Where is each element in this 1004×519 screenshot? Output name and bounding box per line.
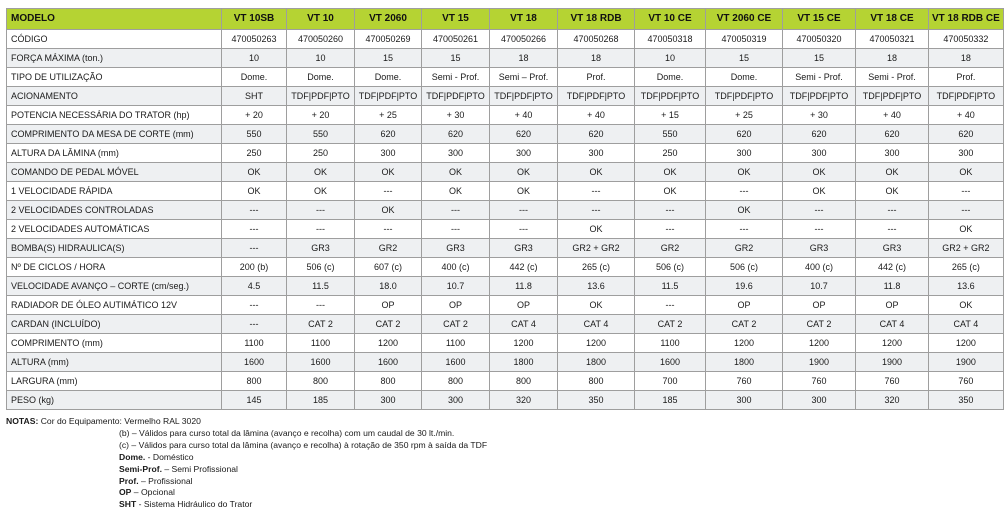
table-cell: OP — [783, 296, 856, 315]
table-cell: OK — [558, 296, 635, 315]
table-row — [7, 315, 1004, 334]
table-cell: Dome. — [287, 68, 355, 87]
table-cell: + 20 — [222, 106, 287, 125]
table-row — [7, 334, 1004, 353]
table-cell: --- — [287, 296, 355, 315]
legend-desc: – Opcional — [131, 487, 175, 498]
table-cell: 10 — [222, 49, 287, 68]
table-cell: + 30 — [783, 106, 856, 125]
table-cell: CAT 2 — [355, 315, 422, 334]
row-label: LARGURA (mm) — [7, 372, 222, 391]
legend-desc: – Semi Profissional — [161, 463, 238, 474]
table-cell: OK — [355, 163, 422, 182]
table-cell: OK — [783, 182, 856, 201]
table-cell: GR2 + GR2 — [929, 239, 1004, 258]
table-cell: OK — [222, 163, 287, 182]
table-cell: --- — [222, 201, 287, 220]
table-cell: 320 — [856, 391, 929, 410]
table-cell: Semi – Prof. — [490, 68, 558, 87]
table-cell: 400 (c) — [422, 258, 490, 277]
row-label: COMPRIMENTO DA MESA DE CORTE (mm) — [7, 125, 222, 144]
table-cell: + 40 — [490, 106, 558, 125]
legend-desc: - Doméstico — [145, 451, 194, 462]
table-cell: 1200 — [355, 334, 422, 353]
table-cell: 1800 — [490, 353, 558, 372]
table-cell: 470050269 — [355, 30, 422, 49]
table-cell: 300 — [490, 144, 558, 163]
table-cell: 470050332 — [929, 30, 1004, 49]
table-cell: + 30 — [422, 106, 490, 125]
row-label: BOMBA(S) HIDRAULICA(S) — [7, 239, 222, 258]
table-cell: + 40 — [856, 106, 929, 125]
table-cell: 250 — [287, 144, 355, 163]
table-cell: OK — [222, 182, 287, 201]
table-cell: Dome. — [635, 68, 706, 87]
table-cell: 250 — [635, 144, 706, 163]
row-label: PESO (kg) — [7, 391, 222, 410]
table-row — [7, 201, 1004, 220]
header-model: VT 18 CE — [856, 9, 929, 30]
table-cell: --- — [222, 220, 287, 239]
note-c: (c) – Válidos para curso total da lâmina (avanço e recolha) à rotação de 350 rpm à saída da TDF — [119, 439, 488, 450]
table-cell: OK — [490, 163, 558, 182]
table-cell: 1900 — [783, 353, 856, 372]
table-cell: 19.6 — [706, 277, 783, 296]
row-label: POTENCIA NECESSÁRIA DO TRATOR (hp) — [7, 106, 222, 125]
table-cell: 1600 — [222, 353, 287, 372]
table-cell: OK — [929, 220, 1004, 239]
table-cell: 300 — [355, 144, 422, 163]
legend-term: Dome. — [119, 451, 146, 462]
table-cell: CAT 2 — [635, 315, 706, 334]
table-cell: --- — [783, 220, 856, 239]
table-cell: 1900 — [929, 353, 1004, 372]
legend-term: SHT — [119, 499, 137, 510]
table-cell: 1600 — [635, 353, 706, 372]
table-cell: OK — [558, 220, 635, 239]
table-cell: --- — [783, 201, 856, 220]
table-cell: 300 — [783, 391, 856, 410]
table-row — [7, 353, 1004, 372]
table-cell: 400 (c) — [783, 258, 856, 277]
table-cell: 700 — [635, 372, 706, 391]
header-model: VT 15 CE — [783, 9, 856, 30]
row-label: VELOCIDADE AVANÇO – CORTE (cm/seg.) — [7, 277, 222, 296]
table-cell: 800 — [355, 372, 422, 391]
table-cell: TDF|PDF|PTO — [783, 87, 856, 106]
row-label: CARDAN (INCLUÍDO) — [7, 315, 222, 334]
table-cell: OK — [355, 201, 422, 220]
table-cell: 10 — [635, 49, 706, 68]
table-cell: --- — [222, 239, 287, 258]
table-row — [7, 163, 1004, 182]
table-cell: 15 — [783, 49, 856, 68]
header-row — [7, 9, 1004, 30]
table-cell: 1200 — [490, 334, 558, 353]
table-cell: 1600 — [355, 353, 422, 372]
table-cell: 800 — [490, 372, 558, 391]
table-cell: OK — [856, 163, 929, 182]
row-label: ALTURA DA LÂMINA (mm) — [7, 144, 222, 163]
table-cell: --- — [706, 182, 783, 201]
table-cell: TDF|PDF|PTO — [558, 87, 635, 106]
table-cell: Prof. — [558, 68, 635, 87]
table-cell: 800 — [558, 372, 635, 391]
table-cell: 760 — [929, 372, 1004, 391]
table-cell: Dome. — [222, 68, 287, 87]
table-row — [7, 182, 1004, 201]
table-cell: Semi - Prof. — [783, 68, 856, 87]
note-b: (b) – Válidos para curso total da lâmina (avanço e recolha) com um caudal de 30 lt./min. — [119, 427, 455, 438]
table-cell: 265 (c) — [929, 258, 1004, 277]
table-cell: 470050266 — [490, 30, 558, 49]
table-cell: 300 — [422, 144, 490, 163]
table-row — [7, 239, 1004, 258]
legend-item — [6, 499, 487, 511]
table-cell: 760 — [706, 372, 783, 391]
table-cell: 320 — [490, 391, 558, 410]
legend-term: Prof. — [119, 475, 139, 486]
table-cell: OP — [490, 296, 558, 315]
table-cell: 1800 — [706, 353, 783, 372]
table-cell: --- — [490, 220, 558, 239]
table-cell: 300 — [783, 144, 856, 163]
table-cell: GR2 — [635, 239, 706, 258]
notes-color: Cor do Equipamento: Vermelho RAL 3020 — [40, 416, 201, 426]
table-cell: 200 (b) — [222, 258, 287, 277]
table-cell: --- — [558, 201, 635, 220]
table-cell: 1200 — [856, 334, 929, 353]
table-cell: --- — [635, 296, 706, 315]
table-cell: OK — [422, 182, 490, 201]
table-cell: 1100 — [287, 334, 355, 353]
table-cell: 1100 — [222, 334, 287, 353]
table-cell: --- — [558, 182, 635, 201]
table-cell: --- — [355, 220, 422, 239]
table-cell: 470050320 — [783, 30, 856, 49]
table-cell: OK — [929, 296, 1004, 315]
table-cell: 11.5 — [635, 277, 706, 296]
table-cell: OP — [422, 296, 490, 315]
table-row — [7, 49, 1004, 68]
table-cell: Prof. — [929, 68, 1004, 87]
legend-item — [6, 464, 487, 476]
table-cell: + 40 — [558, 106, 635, 125]
table-cell: CAT 2 — [783, 315, 856, 334]
table-cell: 620 — [856, 125, 929, 144]
table-cell: Semi - Prof. — [856, 68, 929, 87]
table-cell: GR3 — [856, 239, 929, 258]
table-cell: 620 — [929, 125, 1004, 144]
row-label: TIPO DE UTILIZAÇÃO — [7, 68, 222, 87]
table-row — [7, 30, 1004, 49]
notes-label: NOTAS: — [6, 416, 39, 426]
table-cell: 1100 — [635, 334, 706, 353]
table-cell: + 15 — [635, 106, 706, 125]
table-cell: GR3 — [287, 239, 355, 258]
legend-list — [6, 452, 487, 512]
table-cell: 1200 — [783, 334, 856, 353]
row-label: 2 VELOCIDADES CONTROLADAS — [7, 201, 222, 220]
table-cell: 550 — [635, 125, 706, 144]
notes-first-line — [6, 416, 487, 428]
table-cell: 300 — [706, 391, 783, 410]
header-model: VT 18 — [490, 9, 558, 30]
table-cell: 300 — [929, 144, 1004, 163]
table-cell: --- — [222, 296, 287, 315]
notes-section — [6, 416, 487, 511]
legend-desc: – Profissional — [138, 475, 193, 486]
table-cell: Dome. — [706, 68, 783, 87]
table-cell: 620 — [783, 125, 856, 144]
table-cell: 1200 — [929, 334, 1004, 353]
table-cell: 18 — [856, 49, 929, 68]
table-cell: --- — [635, 220, 706, 239]
table-cell: SHT — [222, 87, 287, 106]
table-cell: CAT 4 — [929, 315, 1004, 334]
table-row — [7, 258, 1004, 277]
legend-item — [6, 452, 487, 464]
table-cell: CAT 2 — [706, 315, 783, 334]
table-cell: 800 — [222, 372, 287, 391]
table-cell: TDF|PDF|PTO — [856, 87, 929, 106]
row-label: RADIADOR DE ÓLEO AUTIMÁTICO 12V — [7, 296, 222, 315]
table-cell: --- — [635, 201, 706, 220]
table-cell: GR2 — [355, 239, 422, 258]
legend-term: Semi-Prof. — [119, 463, 162, 474]
table-cell: TDF|PDF|PTO — [635, 87, 706, 106]
table-cell: 470050318 — [635, 30, 706, 49]
table-cell: 1800 — [558, 353, 635, 372]
table-cell: CAT 4 — [856, 315, 929, 334]
table-cell: CAT 2 — [287, 315, 355, 334]
row-label: CÓDIGO — [7, 30, 222, 49]
table-cell: 800 — [422, 372, 490, 391]
header-model: VT 10 — [287, 9, 355, 30]
table-cell: 1600 — [287, 353, 355, 372]
table-cell: 18.0 — [355, 277, 422, 296]
table-cell: 350 — [929, 391, 1004, 410]
table-cell: OP — [355, 296, 422, 315]
table-cell: TDF|PDF|PTO — [422, 87, 490, 106]
table-row — [7, 391, 1004, 410]
row-label: Nº DE CICLOS / HORA — [7, 258, 222, 277]
table-cell: 300 — [422, 391, 490, 410]
table-cell: 442 (c) — [490, 258, 558, 277]
row-label: 1 VELOCIDADE RÁPIDA — [7, 182, 222, 201]
table-cell: GR2 — [706, 239, 783, 258]
table-cell: OK — [706, 201, 783, 220]
table-cell: --- — [856, 220, 929, 239]
table-cell: 15 — [422, 49, 490, 68]
table-row — [7, 87, 1004, 106]
table-cell: 265 (c) — [558, 258, 635, 277]
table-cell: 470050268 — [558, 30, 635, 49]
table-cell: OK — [287, 163, 355, 182]
table-cell: 300 — [355, 391, 422, 410]
row-label: COMANDO DE PEDAL MÓVEL — [7, 163, 222, 182]
table-cell: 350 — [558, 391, 635, 410]
table-cell: 300 — [706, 144, 783, 163]
row-label: FORÇA MÁXIMA (ton.) — [7, 49, 222, 68]
table-cell: --- — [422, 201, 490, 220]
header-model: VT 2060 CE — [706, 9, 783, 30]
table-cell: 800 — [287, 372, 355, 391]
table-cell: OK — [856, 182, 929, 201]
table-cell: OK — [706, 163, 783, 182]
table-cell: TDF|PDF|PTO — [287, 87, 355, 106]
table-cell: 10 — [287, 49, 355, 68]
row-label: ALTURA (mm) — [7, 353, 222, 372]
table-row — [7, 68, 1004, 87]
spec-table — [6, 8, 1004, 410]
table-cell: 470050321 — [856, 30, 929, 49]
table-cell: 1900 — [856, 353, 929, 372]
table-cell: 13.6 — [558, 277, 635, 296]
table-cell: CAT 4 — [490, 315, 558, 334]
table-cell: --- — [287, 220, 355, 239]
table-cell: 620 — [558, 125, 635, 144]
table-row — [7, 372, 1004, 391]
table-cell: 11.8 — [856, 277, 929, 296]
table-body — [7, 30, 1004, 410]
table-cell: --- — [355, 182, 422, 201]
table-cell: --- — [856, 201, 929, 220]
table-cell: --- — [706, 220, 783, 239]
table-cell: --- — [929, 182, 1004, 201]
table-cell: 620 — [355, 125, 422, 144]
table-row — [7, 220, 1004, 239]
table-cell: 4.5 — [222, 277, 287, 296]
table-cell: 18 — [929, 49, 1004, 68]
table-row — [7, 277, 1004, 296]
table-cell: --- — [422, 220, 490, 239]
legend-desc: - Sistema Hidráulico do Trator — [136, 499, 253, 510]
table-cell: 506 (c) — [287, 258, 355, 277]
table-cell: 145 — [222, 391, 287, 410]
table-cell: 760 — [783, 372, 856, 391]
table-cell: GR3 — [783, 239, 856, 258]
table-cell: 470050260 — [287, 30, 355, 49]
table-cell: 506 (c) — [706, 258, 783, 277]
table-cell: OK — [635, 182, 706, 201]
table-cell: 760 — [856, 372, 929, 391]
table-row — [7, 144, 1004, 163]
table-cell: 185 — [635, 391, 706, 410]
table-cell: 550 — [287, 125, 355, 144]
table-cell: 10.7 — [422, 277, 490, 296]
table-cell: OK — [783, 163, 856, 182]
table-cell: 607 (c) — [355, 258, 422, 277]
legend-term: OP — [119, 487, 132, 498]
table-cell: 1200 — [558, 334, 635, 353]
table-cell: 15 — [706, 49, 783, 68]
legend-item — [6, 476, 487, 488]
table-cell: + 20 — [287, 106, 355, 125]
table-cell: TDF|PDF|PTO — [355, 87, 422, 106]
table-cell: Dome. — [355, 68, 422, 87]
table-cell: CAT 2 — [422, 315, 490, 334]
table-row — [7, 296, 1004, 315]
table-cell: OK — [287, 182, 355, 201]
table-cell: --- — [287, 201, 355, 220]
table-cell: 18 — [558, 49, 635, 68]
table-cell: --- — [929, 201, 1004, 220]
table-cell: OK — [929, 163, 1004, 182]
table-cell: 300 — [856, 144, 929, 163]
table-cell: 620 — [706, 125, 783, 144]
table-cell: 15 — [355, 49, 422, 68]
table-cell: Semi - Prof. — [422, 68, 490, 87]
table-cell: --- — [222, 315, 287, 334]
table-cell: GR3 — [490, 239, 558, 258]
table-cell: 11.8 — [490, 277, 558, 296]
table-cell: 1600 — [422, 353, 490, 372]
table-cell: 470050261 — [422, 30, 490, 49]
table-cell: 13.6 — [929, 277, 1004, 296]
table-row — [7, 125, 1004, 144]
table-cell: OK — [490, 182, 558, 201]
table-cell: 550 — [222, 125, 287, 144]
table-cell: 250 — [222, 144, 287, 163]
table-cell: 620 — [422, 125, 490, 144]
table-cell: 1100 — [422, 334, 490, 353]
table-cell: 11.5 — [287, 277, 355, 296]
table-cell: --- — [490, 201, 558, 220]
table-cell: 18 — [490, 49, 558, 68]
table-cell: 506 (c) — [635, 258, 706, 277]
header-model: VT 15 — [422, 9, 490, 30]
table-cell: OK — [635, 163, 706, 182]
table-cell: TDF|PDF|PTO — [490, 87, 558, 106]
table-cell: 1200 — [706, 334, 783, 353]
header-model: VT 10SB — [222, 9, 287, 30]
table-cell: 470050319 — [706, 30, 783, 49]
table-cell: 300 — [558, 144, 635, 163]
row-label: COMPRIMENTO (mm) — [7, 334, 222, 353]
header-model: VT 18 RDB CE — [929, 9, 1004, 30]
table-cell: 470050263 — [222, 30, 287, 49]
table-cell: TDF|PDF|PTO — [929, 87, 1004, 106]
header-model: VT 18 RDB — [558, 9, 635, 30]
table-cell: OK — [422, 163, 490, 182]
table-cell: OP — [856, 296, 929, 315]
table-cell: + 25 — [706, 106, 783, 125]
table-cell: GR2 + GR2 — [558, 239, 635, 258]
header-model: VT 10 CE — [635, 9, 706, 30]
table-cell: CAT 4 — [558, 315, 635, 334]
table-cell: OP — [706, 296, 783, 315]
row-label: ACIONAMENTO — [7, 87, 222, 106]
legend-item — [6, 487, 487, 499]
table-row — [7, 106, 1004, 125]
row-label: 2 VELOCIDADES AUTOMÁTICAS — [7, 220, 222, 239]
table-cell: TDF|PDF|PTO — [706, 87, 783, 106]
table-cell: 620 — [490, 125, 558, 144]
table-cell: 185 — [287, 391, 355, 410]
table-cell: + 40 — [929, 106, 1004, 125]
table-cell: + 25 — [355, 106, 422, 125]
header-modelo: MODELO — [7, 9, 222, 30]
header-model: VT 2060 — [355, 9, 422, 30]
table-cell: OK — [558, 163, 635, 182]
table-cell: 442 (c) — [856, 258, 929, 277]
table-cell: GR3 — [422, 239, 490, 258]
table-cell: 10.7 — [783, 277, 856, 296]
